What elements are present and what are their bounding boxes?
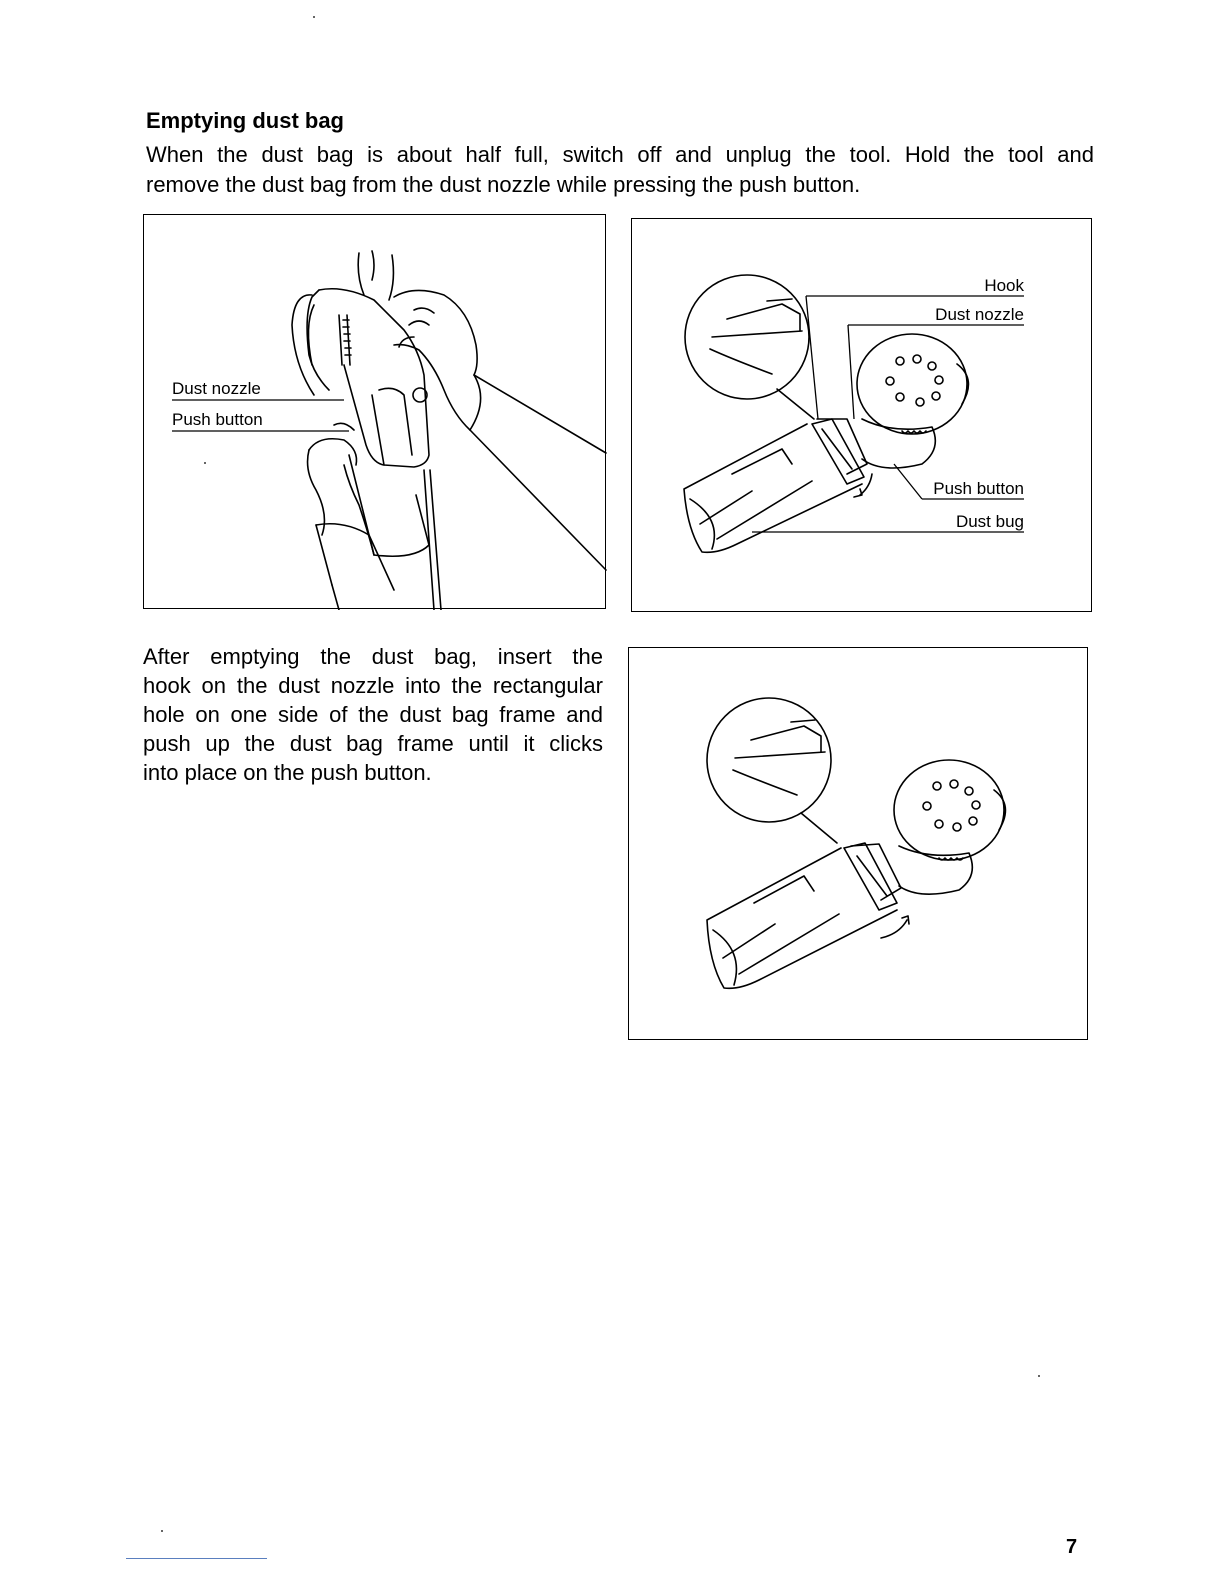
scan-speck xyxy=(204,462,206,464)
intro-line-1: When the dust bag is about half full, switch off and unplug the tool. Hold the tool and xyxy=(146,142,1094,167)
after-line-5: into place on the push button. xyxy=(143,760,432,785)
intro-line-2: remove the dust bag from the dust nozzle while pressing the push button. xyxy=(146,172,861,197)
scan-speck xyxy=(1038,1375,1040,1377)
dust-bag-removal-illustration xyxy=(632,219,1093,613)
scan-speck xyxy=(313,16,315,18)
label-dust-bug: Dust bug xyxy=(955,512,1024,531)
sander-hands-illustration xyxy=(144,215,607,610)
page-number: 7 xyxy=(1066,1536,1078,1558)
figure-removing-dust-bag xyxy=(143,214,606,609)
label-dust-nozzle-2: Dust nozzle xyxy=(935,305,1024,324)
label-dust-nozzle: Dust nozzle xyxy=(172,379,261,398)
intro-paragraph xyxy=(146,140,1094,200)
label-push-button-2: Push button xyxy=(933,479,1024,498)
figure-dust-bag-parts xyxy=(631,218,1092,612)
section-heading: Emptying dust bag xyxy=(146,108,344,133)
after-line-2: hook on the dust nozzle into the rectangular xyxy=(143,673,603,698)
dust-bag-insert-illustration xyxy=(629,648,1089,1041)
figure-reinstalling-dust-bag xyxy=(628,647,1088,1040)
label-hook: Hook xyxy=(984,276,1024,295)
after-line-1: After emptying the dust bag, insert the xyxy=(143,644,603,669)
footer-rule xyxy=(126,1558,267,1559)
after-line-3: hole on one side of the dust bag frame and xyxy=(143,702,603,727)
scan-speck xyxy=(161,1530,163,1532)
label-push-button: Push button xyxy=(172,410,263,429)
after-line-4: push up the dust bag frame until it clicks xyxy=(143,731,603,756)
reinstall-paragraph xyxy=(143,642,603,787)
